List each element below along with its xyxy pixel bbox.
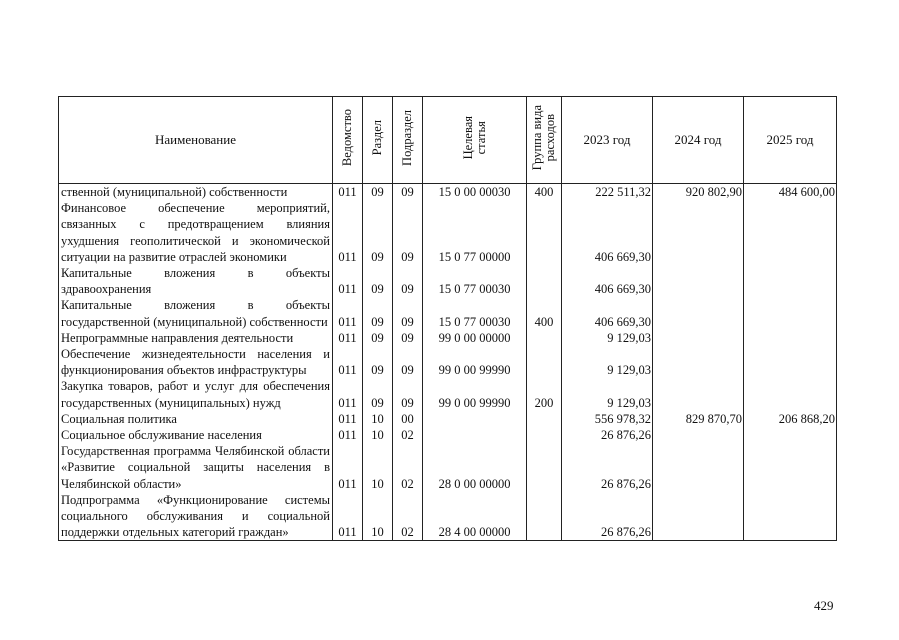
table-row: [59, 297, 837, 329]
row-target-article: 15 0 00 00030: [423, 184, 527, 201]
table-row: [59, 330, 837, 346]
row-department: 011: [333, 346, 363, 378]
table-row: [59, 346, 837, 378]
row-department: 011: [333, 443, 363, 492]
row-subsection: 09: [393, 378, 423, 410]
row-subsection: 00: [393, 411, 423, 427]
row-2024: [653, 265, 744, 297]
row-department: 011: [333, 492, 363, 541]
row-subsection: 02: [393, 492, 423, 541]
row-target-article: 99 0 00 99990: [423, 378, 527, 410]
row-department: 011: [333, 411, 363, 427]
row-section: 09: [363, 346, 393, 378]
row-2024: [653, 346, 744, 378]
row-department: 011: [333, 297, 363, 329]
row-2025: [744, 330, 837, 346]
row-2023: 406 669,30: [562, 265, 653, 297]
row-department: 011: [333, 200, 363, 265]
row-section: 09: [363, 378, 393, 410]
row-subsection: 09: [393, 346, 423, 378]
row-2024: 829 870,70: [653, 411, 744, 427]
row-name: Социальное обслуживание населения: [59, 427, 333, 443]
row-name: Подпрограмма «Функционирование системы социального обслуживания и социальной поддержки отдельных категорий граждан»: [59, 492, 333, 541]
header-department: Ведомство: [333, 97, 363, 184]
header-2025: 2025 год: [744, 97, 837, 184]
row-section: 09: [363, 200, 393, 265]
row-target-article: 99 0 00 99990: [423, 346, 527, 378]
row-2025: [744, 492, 837, 541]
row-2023: 556 978,32: [562, 411, 653, 427]
table-row: [59, 427, 837, 443]
row-section: 09: [363, 330, 393, 346]
row-2025: [744, 378, 837, 410]
row-2023: 9 129,03: [562, 346, 653, 378]
row-section: 10: [363, 411, 393, 427]
row-expense-group: [527, 200, 562, 265]
header-subsection: Подраздел: [393, 97, 423, 184]
row-target-article: [423, 427, 527, 443]
row-section: 09: [363, 297, 393, 329]
row-2024: [653, 330, 744, 346]
row-department: 011: [333, 427, 363, 443]
row-2024: [653, 200, 744, 265]
row-subsection: 02: [393, 443, 423, 492]
row-subsection: 09: [393, 200, 423, 265]
budget-table: [58, 96, 837, 541]
page-number: 429: [814, 598, 834, 613]
row-expense-group: [527, 265, 562, 297]
row-2023: 406 669,30: [562, 200, 653, 265]
table-row: [59, 443, 837, 492]
row-section: 10: [363, 492, 393, 541]
row-target-article: 28 4 00 00000: [423, 492, 527, 541]
row-name: Закупка товаров, работ и услуг для обеспечения государственных (муниципальных) нужд: [59, 378, 333, 410]
row-expense-group: [527, 427, 562, 443]
header-target-article: Целевая статья: [423, 97, 527, 184]
row-department: 011: [333, 330, 363, 346]
row-name: Социальная политика: [59, 411, 333, 427]
row-section: 09: [363, 184, 393, 201]
header-2024: 2024 год: [653, 97, 744, 184]
row-2023: 9 129,03: [562, 378, 653, 410]
row-target-article: 15 0 77 00000: [423, 200, 527, 265]
row-2025: 484 600,00: [744, 184, 837, 201]
row-department: 011: [333, 184, 363, 201]
row-target-article: 28 0 00 00000: [423, 443, 527, 492]
row-expense-group: [527, 492, 562, 541]
row-department: 011: [333, 265, 363, 297]
row-2024: [653, 492, 744, 541]
row-target-article: 15 0 77 00030: [423, 265, 527, 297]
row-expense-group: [527, 330, 562, 346]
row-subsection: 02: [393, 427, 423, 443]
header-section: Раздел: [363, 97, 393, 184]
row-name: Государственная программа Челябинской области «Развитие социальной защиты населения в Челябинской области»: [59, 443, 333, 492]
row-subsection: 09: [393, 297, 423, 329]
row-section: 10: [363, 443, 393, 492]
row-name: Капитальные вложения в объекты здравоохранения: [59, 265, 333, 297]
row-2024: [653, 297, 744, 329]
row-2025: 206 868,20: [744, 411, 837, 427]
row-department: 011: [333, 378, 363, 410]
header-expense-group: Группа вида расходов: [527, 97, 562, 184]
row-2025: [744, 265, 837, 297]
row-subsection: 09: [393, 330, 423, 346]
row-expense-group: [527, 346, 562, 378]
row-2025: [744, 297, 837, 329]
row-name: Финансовое обеспечение мероприятий, связанных с предотвращением влияния ухудшения геополитической и экономической ситуации на развитие отраслей экономики: [59, 200, 333, 265]
row-subsection: 09: [393, 184, 423, 201]
header-name: Наименование: [59, 97, 333, 184]
row-2023: 26 876,26: [562, 492, 653, 541]
row-2023: 9 129,03: [562, 330, 653, 346]
row-section: 09: [363, 265, 393, 297]
row-name: Обеспечение жизнедеятельности населения и функционирования объектов инфраструктуры: [59, 346, 333, 378]
row-2025: [744, 443, 837, 492]
row-2025: [744, 346, 837, 378]
table-row: [59, 200, 837, 265]
table-row: [59, 492, 837, 541]
row-2023: 406 669,30: [562, 297, 653, 329]
row-subsection: 09: [393, 265, 423, 297]
header-2023: 2023 год: [562, 97, 653, 184]
row-2024: [653, 378, 744, 410]
row-name: Капитальные вложения в объекты государственной (муниципальной) собственности: [59, 297, 333, 329]
table-row: [59, 411, 837, 427]
row-expense-group: 400: [527, 297, 562, 329]
row-2025: [744, 427, 837, 443]
row-expense-group: [527, 443, 562, 492]
row-name: ственной (муниципальной) собственности: [59, 184, 333, 201]
table-row: [59, 184, 837, 201]
row-target-article: 99 0 00 00000: [423, 330, 527, 346]
row-expense-group: 200: [527, 378, 562, 410]
row-2024: 920 802,90: [653, 184, 744, 201]
row-2024: [653, 443, 744, 492]
header-row: [59, 97, 837, 184]
row-target-article: 15 0 77 00030: [423, 297, 527, 329]
row-name: Непрограммные направления деятельности: [59, 330, 333, 346]
row-expense-group: 400: [527, 184, 562, 201]
table-row: [59, 265, 837, 297]
row-2025: [744, 200, 837, 265]
row-target-article: [423, 411, 527, 427]
row-expense-group: [527, 411, 562, 427]
row-2024: [653, 427, 744, 443]
row-section: 10: [363, 427, 393, 443]
row-2023: 26 876,26: [562, 443, 653, 492]
row-2023: 26 876,26: [562, 427, 653, 443]
row-2023: 222 511,32: [562, 184, 653, 201]
table-row: [59, 378, 837, 410]
